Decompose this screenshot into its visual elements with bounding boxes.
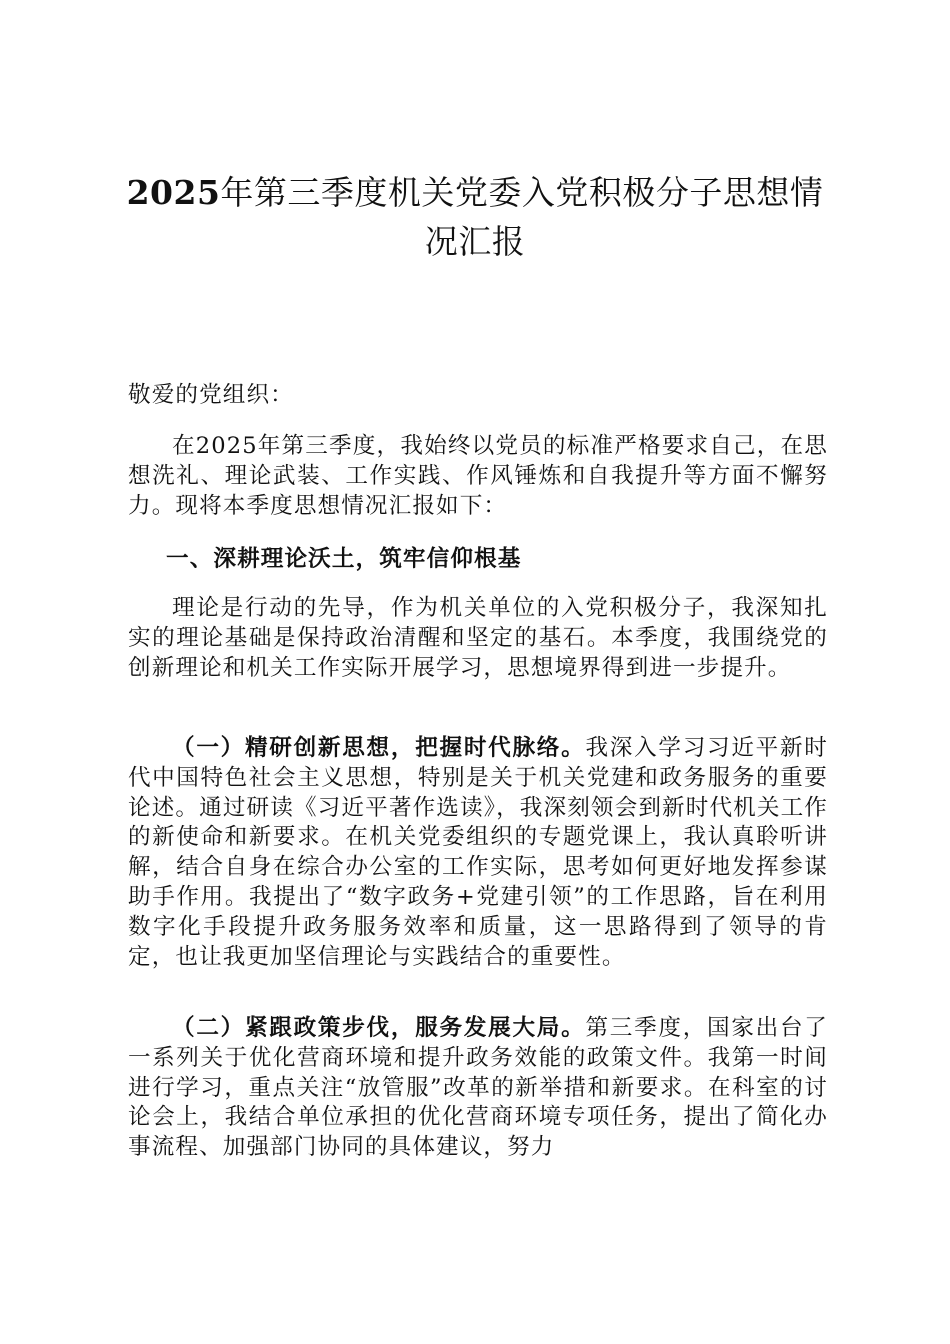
subsection-two-text: 第三季度，国家出台了一系列关于优化营商环境和提升政务效能的政策文件。我第一时间进行学习，重点关注“放管服”改革的新举措和新要求。在科室的讨论会上，我结合单位承担的优化营商环境专项任务，提出了简化办事流程、加强部门协同的具体建议，努力 <box>128 1015 829 1161</box>
salutation: 敬爱的党组织： <box>128 382 294 408</box>
section-intro-paragraph: 理论是行动的先导，作为机关单位的入党积极分子，我深知扎实的理论基础是保持政治清醒和坚定的基石。本季度，我围绕党的创新理论和机关工作实际开展学习，思想境界得到进一步提升。 <box>128 595 828 681</box>
subsection-one-text: 我深入学习习近平新时代中国特色社会主义思想，特别是关于机关党建和政务服务的重要论述。通过研读《习近平著作选读》，我深刻领会到新时代机关工作的新使命和新要求。在机关党委组织的专题党课上，我认真聆听讲解，结合自身在综合办公室的工作实际，思考如何更好地发挥参谋助手作用。我提出了“数字政务+党建引领”的工作思路，旨在利用数字化手段提升政务服务效率和质量，这一思路得到了领导的肯定，也让我更加坚信理论与实践结合的重要性。 <box>128 735 829 970</box>
subsection-one-heading: （一）精研创新思想，把握时代脉络。 <box>172 735 586 761</box>
title-year: 2025 <box>126 173 221 212</box>
section-heading: 一、深耕理论沃土，筑牢信仰根基 <box>166 546 522 572</box>
subsection-one-paragraph <box>128 734 828 972</box>
intro-paragraph: 在2025年第三季度，我始终以党员的标准严格要求自己，在思想洗礼、理论武装、工作实践、作风锤炼和自我提升等方面不懈努力。现将本季度思想情况汇报如下： <box>128 433 828 519</box>
page-title <box>110 168 840 266</box>
subsection-two-heading: （二）紧跟政策步伐，服务发展大局。 <box>172 1015 586 1041</box>
subsection-two-paragraph <box>128 1014 828 1163</box>
title-text: 年第三季度机关党委入党积极分子思想情况汇报 <box>220 173 824 261</box>
